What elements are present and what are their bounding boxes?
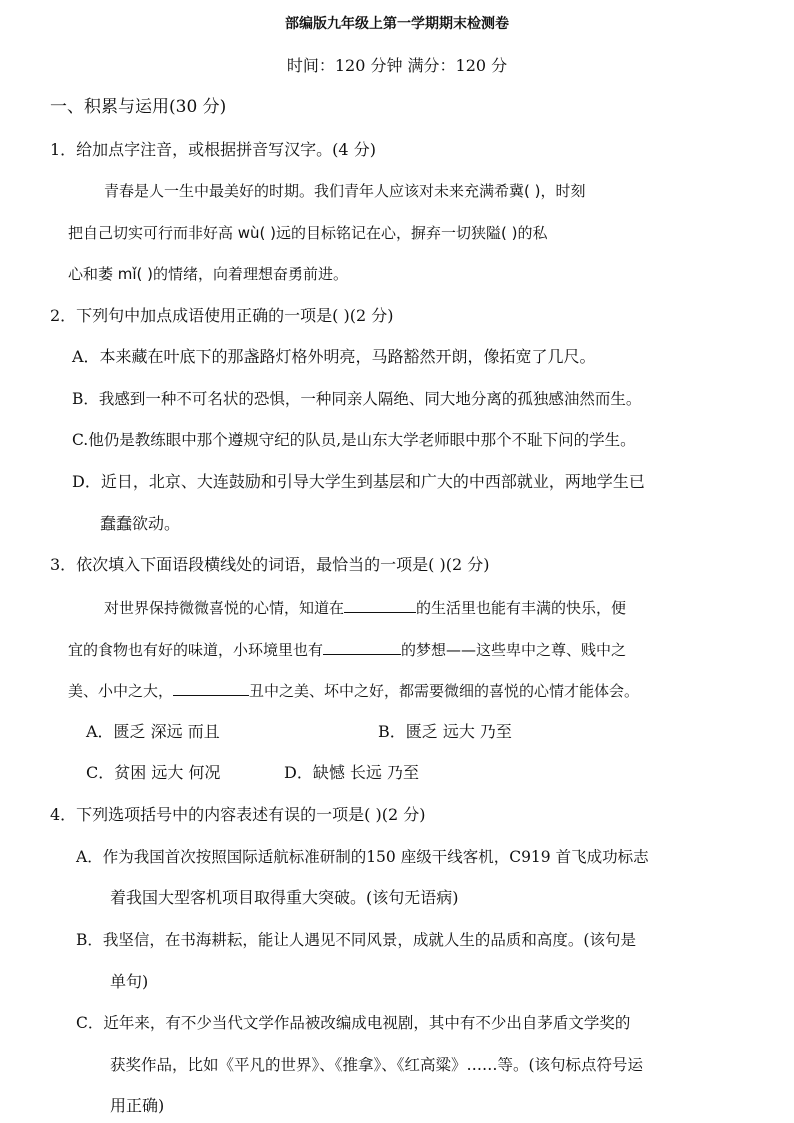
q3-option-c: C．贫困 远大 何况 <box>86 763 221 782</box>
q3-option-d: D．缺憾 长远 乃至 <box>284 763 420 782</box>
q3-text: 对世界保持微微喜悦的心情，知道在 <box>104 599 345 617</box>
fill-blank-2[interactable] <box>323 638 401 655</box>
section-heading: 一、积累与运用(30 分) <box>50 97 227 117</box>
q4-stem: 4．下列选项括号中的内容表述有误的一项是( )(2 分) <box>50 805 426 824</box>
q1-line-1: 青春是人一生中最美好的时期。我们青年人应该对未来充满希冀( )，时刻 <box>104 182 586 200</box>
q4-option-a-line-2: 着我国大型客机项目取得重大突破。(该句无语病) <box>110 888 459 907</box>
q3-option-a: A．匮乏 深远 而且 <box>86 722 220 741</box>
q2-option-d-line-1: D．近日，北京、大连鼓励和引导大学生到基层和广大的中西部就业，两地学生已 <box>72 472 645 491</box>
q1-line-3: 心和萎 mǐ( )的情绪，向着理想奋勇前进。 <box>68 265 349 283</box>
q4-option-a-line-1: A．作为我国首次按照国际适航标准研制的150 座级干线客机，C919 首飞成功标志 <box>76 848 649 866</box>
q3-options-row-1 <box>86 721 512 743</box>
q2-stem: 2．下列句中加点成语使用正确的一项是( )(2 分) <box>50 306 394 325</box>
q2-option-b: B．我感到一种不可名状的恐惧，一种同亲人隔绝、同大地分离的孤独感油然而生。 <box>72 390 642 408</box>
q4-option-c-line-2: 获奖作品，比如《平凡的世界》、《推拿》、《红高粱》……等。(该句标点符号运 <box>110 1056 644 1074</box>
q3-text: 的生活里也能有丰满的快乐，便 <box>416 599 627 617</box>
q3-stem: 3．依次填入下面语段横线处的词语，最恰当的一项是( )(2 分) <box>50 555 490 574</box>
q1-line-2: 把自己切实可行而非好高 wù( )远的目标铭记在心，摒弃一切狭隘( )的私 <box>68 224 548 242</box>
q3-text: 的梦想——这些卑中之尊、贱中之 <box>401 641 627 659</box>
q2-option-a: A．本来藏在叶底下的那盏路灯格外明亮，马路豁然开朗，像拓宽了几尺。 <box>72 347 596 366</box>
fill-blank-1[interactable] <box>344 596 416 613</box>
q4-option-c-line-1: C．近年来，有不少当代文学作品被改编成电视剧，其中有不少出自茅盾文学奖的 <box>76 1014 631 1032</box>
q3-text: 丑中之美、坏中之好，都需要微细的喜悦的心情才能体会。 <box>249 682 640 700</box>
q2-option-d-line-2: 蠢蠢欲动。 <box>100 514 181 533</box>
q3-option-b: B．匮乏 远大 乃至 <box>378 722 512 741</box>
q3-text: 美、小中之大， <box>68 682 174 700</box>
q3-passage-line-2 <box>68 638 626 661</box>
q3-passage-line-1 <box>104 596 626 619</box>
q4-option-b-line-2: 单句) <box>110 972 149 991</box>
q3-passage-line-3 <box>68 679 639 702</box>
q4-option-c-line-3: 用正确) <box>110 1096 165 1115</box>
q3-text: 宜的食物也有好的味道，小环境里也有 <box>68 641 324 659</box>
q4-option-b-line-1: B．我坚信，在书海耕耘，能让人遇见不同风景，成就人生的品质和高度。(该句是 <box>76 931 636 949</box>
exam-title: 部编版九年级上第一学期期末检测卷 <box>285 16 509 32</box>
q3-options-row-2 <box>86 762 419 784</box>
exam-time-score: 时间：120 分钟 满分：120 分 <box>286 56 508 75</box>
q1-stem: 1．给加点字注音，或根据拼音写汉字。(4 分) <box>50 140 376 159</box>
fill-blank-3[interactable] <box>173 679 249 696</box>
q2-option-c: C.他仍是教练眼中那个遵规守纪的队员,是山东大学老师眼中那个不耻下问的学生。 <box>72 431 636 449</box>
